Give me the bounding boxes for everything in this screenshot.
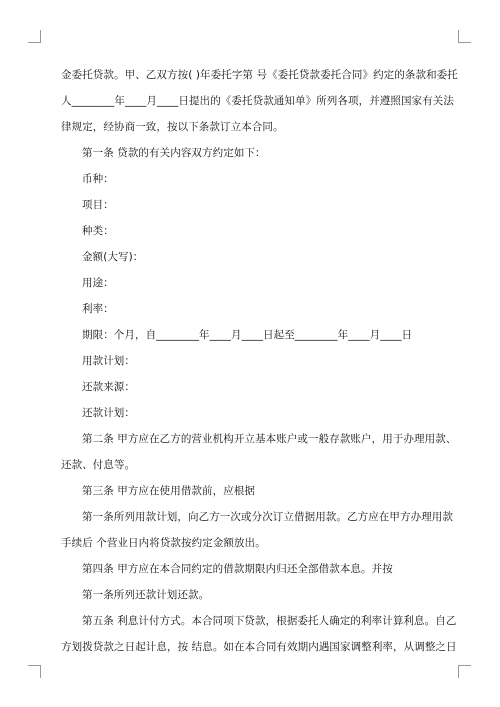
- crop-mark-bottom-left: [28, 665, 41, 678]
- crop-mark-bottom-right: [458, 665, 471, 678]
- field-line: 用款计划：: [82, 355, 135, 367]
- field-line: 项目：: [82, 199, 114, 211]
- field-line: 利率：: [82, 303, 114, 315]
- field-line: 种类：: [82, 225, 114, 237]
- clause-heading: 第四条 甲方应在本合同约定的借款期限内归还全部借款本息。并按: [82, 563, 393, 575]
- document-body: [61, 62, 458, 660]
- field-line: 币种：: [82, 173, 114, 185]
- paragraph-line: 方划拨贷款之日起计息，按 结息。如在本合同有效期内遇国家调整利率，从调整之日: [61, 641, 457, 653]
- clause-heading: 第一条 贷款的有关内容双方约定如下：: [82, 147, 266, 159]
- clause-heading: 第三条 甲方应在使用借款前，应根据: [82, 485, 256, 497]
- paragraph-line: 手续后 个营业日内将贷款按约定金额放出。: [61, 537, 266, 549]
- paragraph-line: 律规定，经协商一致，按以下条款订立本合同。: [61, 121, 284, 133]
- paragraph-line: 人________年____月____日提出的《委托贷款通知单》所列各项，并遵照国家有关法: [61, 95, 454, 107]
- crop-mark-top-right: [458, 30, 471, 43]
- field-line: 用途：: [82, 277, 114, 289]
- field-line: 还款计划：: [82, 407, 135, 419]
- clause-heading: 第二条 甲方应在乙方的营业机构开立基本账户或一般存款账户，用于办理用款、: [82, 433, 457, 445]
- field-line: 金额(大写)：: [82, 251, 144, 263]
- paragraph-line: 金委托贷款。甲、乙双方按( )年委托字第 号《委托贷款委托合同》约定的条款和委托: [61, 69, 458, 81]
- field-line: 期限：个月，自________年____月____日起至________年____月____日: [82, 329, 413, 341]
- paragraph-line: 第一条所列用款计划，向乙方一次或分次订立借据用款。乙方应在甲方办理用款: [82, 511, 453, 523]
- field-line: 还款来源：: [82, 381, 135, 393]
- paragraph-line: 第一条所列还款计划还款。: [82, 589, 210, 601]
- paragraph-line: 还款、付息等。: [61, 459, 136, 471]
- clause-heading: 第五条 利息计付方式。本合同项下贷款，根据委托人确定的利率计算利息。自乙: [82, 615, 457, 627]
- crop-mark-top-left: [28, 30, 41, 43]
